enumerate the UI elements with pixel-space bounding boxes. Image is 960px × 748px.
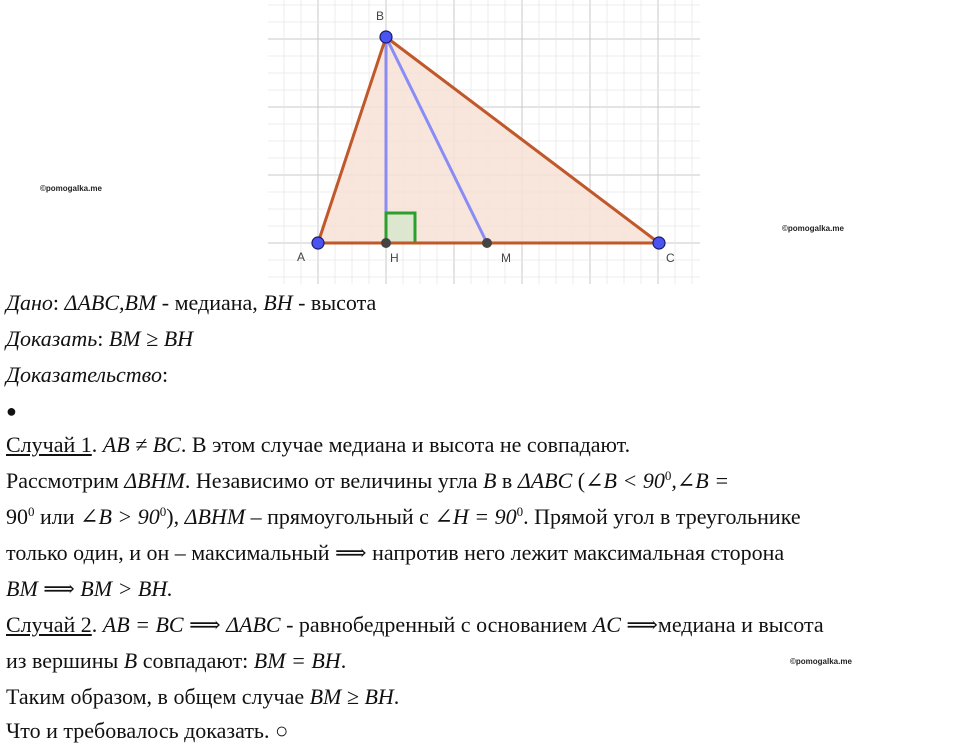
- dot: .: [91, 612, 103, 637]
- case2-label: Случай 2: [6, 612, 92, 637]
- given-bh: BH: [263, 290, 293, 315]
- text: .: [393, 684, 400, 709]
- superscript: 0: [664, 468, 672, 483]
- proof-line-3: [6, 502, 801, 532]
- colon: :: [97, 326, 109, 351]
- case1-rest: . В этом случае медиана и высота не совпадают.: [180, 432, 631, 457]
- text: . Независимо от величины угла: [184, 468, 483, 493]
- point-m: [482, 238, 492, 248]
- bullet-line: [6, 396, 17, 426]
- label-b: B: [376, 9, 385, 23]
- math: AC: [592, 612, 621, 637]
- math: ,∠B =: [671, 468, 730, 493]
- superscript: 0: [516, 504, 524, 519]
- case1-label: Случай 1: [6, 432, 92, 457]
- math: B: [123, 648, 138, 673]
- watermark: ©pomogalka.me: [790, 657, 852, 666]
- proof-line-2: [6, 466, 729, 496]
- text: - равнобедренный с основанием: [280, 612, 593, 637]
- math: AB = BC ⟹ ΔABC: [102, 612, 281, 637]
- colon: :: [52, 290, 65, 315]
- conclusion-line: [6, 682, 399, 712]
- text: или: [34, 504, 81, 529]
- text: из вершины: [6, 648, 124, 673]
- point-h: [381, 238, 391, 248]
- text: .: [340, 648, 347, 673]
- given-line: [6, 288, 376, 318]
- label-a: A: [297, 250, 306, 264]
- text: . Прямой угол в треугольнике: [523, 504, 801, 529]
- case2-line: [6, 610, 824, 640]
- math: ΔBHM: [184, 504, 246, 529]
- watermark: ©pomogalka.me: [40, 184, 102, 193]
- math: ∠B < 90: [585, 468, 665, 493]
- text: Таким образом, в общем случае: [6, 684, 310, 709]
- text: ⟹медиана и высота: [620, 612, 824, 637]
- case1-expr: AB ≠ BC: [102, 432, 181, 457]
- math: ΔBHM: [124, 468, 185, 493]
- text: – прямоугольный с: [245, 504, 435, 529]
- proof-line: [6, 360, 168, 390]
- math: 90: [6, 504, 28, 529]
- math: ΔABC: [517, 468, 573, 493]
- math: BM ≥ BH: [309, 684, 394, 709]
- label-m: M: [501, 251, 511, 265]
- proof-line-4: [6, 538, 784, 568]
- text: Рассмотрим: [6, 468, 125, 493]
- text: Что и требовалось доказать. ○: [6, 718, 289, 743]
- math: ∠B > 90: [80, 504, 160, 529]
- dot: .: [91, 432, 103, 457]
- right-angle-marker: [386, 213, 415, 243]
- given-label: Дано: [6, 290, 53, 315]
- text: только один, и он – максимальный ⟹ напротив него лежит максимальная сторона: [6, 540, 785, 565]
- math: B: [482, 468, 497, 493]
- superscript: 0: [159, 504, 167, 519]
- label-c: C: [666, 251, 675, 265]
- qed-line: [6, 716, 288, 746]
- proof-line-5: [6, 574, 173, 604]
- superscript: 0: [28, 504, 35, 519]
- text: ),: [166, 504, 185, 529]
- given-median: - медиана,: [156, 290, 264, 315]
- math: BM = BH: [253, 648, 341, 673]
- text: в: [496, 468, 518, 493]
- prove-expr: BM ≥ BH: [108, 326, 194, 351]
- colon: :: [161, 362, 169, 387]
- math: BM ⟹ BM > BH.: [6, 576, 173, 601]
- proof-line-7: [6, 646, 346, 676]
- triangle-figure: [268, 0, 700, 284]
- text: (: [572, 468, 586, 493]
- given-triangle: ΔABC,BM: [64, 290, 157, 315]
- text: совпадают:: [137, 648, 254, 673]
- math: ∠H = 90: [434, 504, 517, 529]
- label-h: H: [390, 251, 399, 265]
- point-b: [380, 31, 392, 43]
- case1-line: [6, 430, 630, 460]
- prove-label: Доказать: [6, 326, 98, 351]
- point-c: [653, 237, 665, 249]
- given-end: - высота: [292, 290, 377, 315]
- bullet-icon: ●: [6, 401, 17, 421]
- watermark: ©pomogalka.me: [782, 224, 844, 233]
- point-a: [312, 237, 324, 249]
- prove-line: [6, 324, 193, 354]
- triangle-diagram: [268, 0, 700, 284]
- proof-label: Доказательство: [6, 362, 162, 387]
